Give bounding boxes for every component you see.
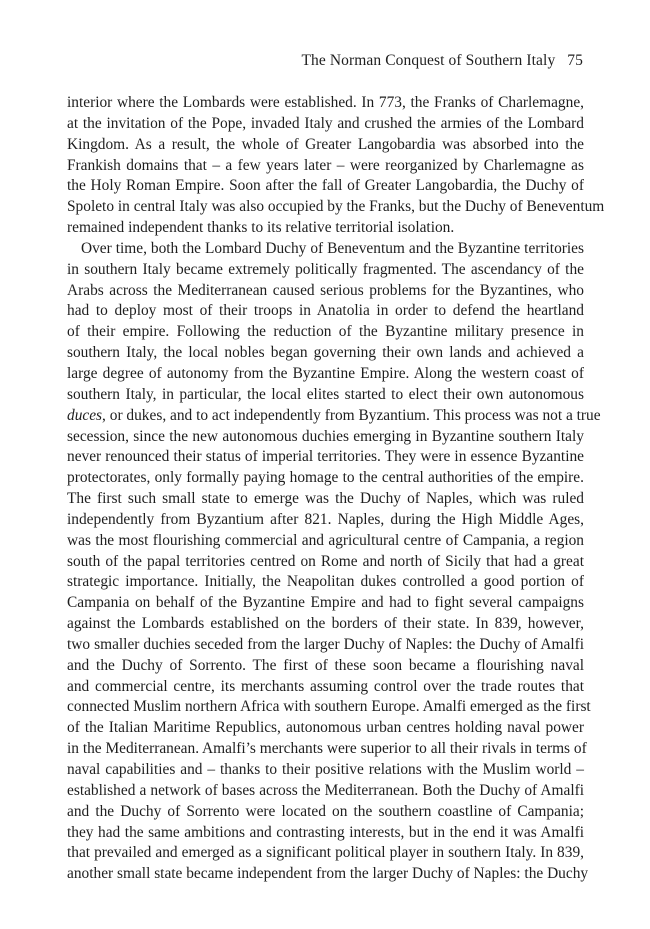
paragraph <box>67 239 601 885</box>
text-line: in the Mediterranean. Amalfi’s merchants were superior to all their rivals in terms of <box>67 740 587 758</box>
running-head <box>301 52 583 70</box>
text-line: of their empire. Following the reduction of the Byzantine military presence in <box>67 323 584 341</box>
text-line: in southern Italy became extremely politically fragmented. The ascendancy of the <box>67 260 584 278</box>
text-line: Campania on behalf of the Byzantine Empire and had to fight several campaigns <box>67 594 584 612</box>
text-line: they had the same ambitions and contrasting interests, but in the end it was Amalfi <box>67 823 584 841</box>
text-line: secession, since the new autonomous duchies emerging in Byzantine southern Italy <box>67 427 584 445</box>
text-line: Over time, both the Lombard Duchy of Beneventum and the Byzantine territories <box>81 239 584 257</box>
text-line <box>67 406 601 427</box>
text-line: the Holy Roman Empire. Soon after the fall of Greater Langobardia, the Duchy of <box>67 177 584 195</box>
text-line: southern Italy, in particular, the local elites started to elect their own autonomous <box>67 385 584 403</box>
text-line: south of the papal territories centred on Rome and north of Sicily that had a great <box>67 552 584 570</box>
body-text <box>67 93 605 885</box>
text-line: naval capabilities and – thanks to their positive relations with the Muslim world – <box>67 761 584 778</box>
paragraph <box>67 93 605 239</box>
text-line: The first such small state to emerge was the Duchy of Naples, which was ruled <box>67 490 584 508</box>
text-line: connected Muslim northern Africa with southern Europe. Amalfi emerged as the first <box>67 698 591 716</box>
text-line: remained independent thanks to its relative territorial isolation. <box>67 219 455 237</box>
text-line-rest: , or dukes, and to act independently from Byzantium. This process was not a true <box>102 406 601 424</box>
page-number: 75 <box>567 52 583 69</box>
text-line: Kingdom. As a result, the whole of Greater Langobardia was absorbed into the <box>67 135 584 153</box>
text-line: was the most flourishing commercial and agricultural centre of Campania, a region <box>67 531 584 549</box>
text-line: Frankish domains that – a few years later – were reorganized by Charlemagne as <box>67 156 584 174</box>
text-line: strategic importance. Initially, the Neapolitan dukes controlled a good portion of <box>67 573 584 591</box>
text-line: large degree of autonomy from the Byzantine Empire. Along the western coast of <box>67 364 584 382</box>
text-line: at the invitation of the Pope, invaded Italy and crushed the armies of the Lombard <box>67 114 584 132</box>
text-line: and the Duchy of Sorrento were located on the southern coastline of Campania; <box>67 802 584 820</box>
text-line: against the Lombards established on the borders of their state. In 839, however, <box>67 615 584 633</box>
text-line: southern Italy, the local nobles began governing their own lands and achieved a <box>67 344 584 362</box>
text-line: two smaller duchies seceded from the larger Duchy of Naples: the Duchy of Amalfi <box>67 635 584 653</box>
text-line: had to deploy most of their troops in Anatolia in order to defend the heartland <box>67 302 584 320</box>
running-head-title: The Norman Conquest of Southern Italy <box>301 52 556 69</box>
text-line: never renounced their status of imperial territories. They were in essence Byzantine <box>67 448 584 466</box>
text-line: and the Duchy of Sorrento. The first of these soon became a flourishing naval <box>67 656 584 674</box>
text-line: that prevailed and emerged as a significant political player in southern Italy. In 839, <box>67 844 584 862</box>
text-line: interior where the Lombards were established. In 773, the Franks of Charlemagne, <box>67 94 584 111</box>
text-line: independently from Byzantium after 821. Naples, during the High Middle Ages, <box>67 510 584 528</box>
text-line: protectorates, only formally paying homage to the central authorities of the empire. <box>67 469 584 487</box>
text-line: Arabs across the Mediterranean caused serious problems for the Byzantines, who <box>67 281 584 299</box>
text-line: another small state became independent from the larger Duchy of Naples: the Duchy <box>67 865 589 883</box>
text-line: and commercial centre, its merchants assuming control over the trade routes that <box>67 677 584 695</box>
text-line: of the Italian Maritime Republics, autonomous urban centres holding naval power <box>67 719 584 737</box>
text-line: established a network of bases across the Mediterranean. Both the Duchy of Amalfi <box>67 781 584 799</box>
text-line: Spoleto in central Italy was also occupied by the Franks, but the Duchy of Beneventum <box>67 198 605 216</box>
italic-term: duces <box>67 406 103 424</box>
